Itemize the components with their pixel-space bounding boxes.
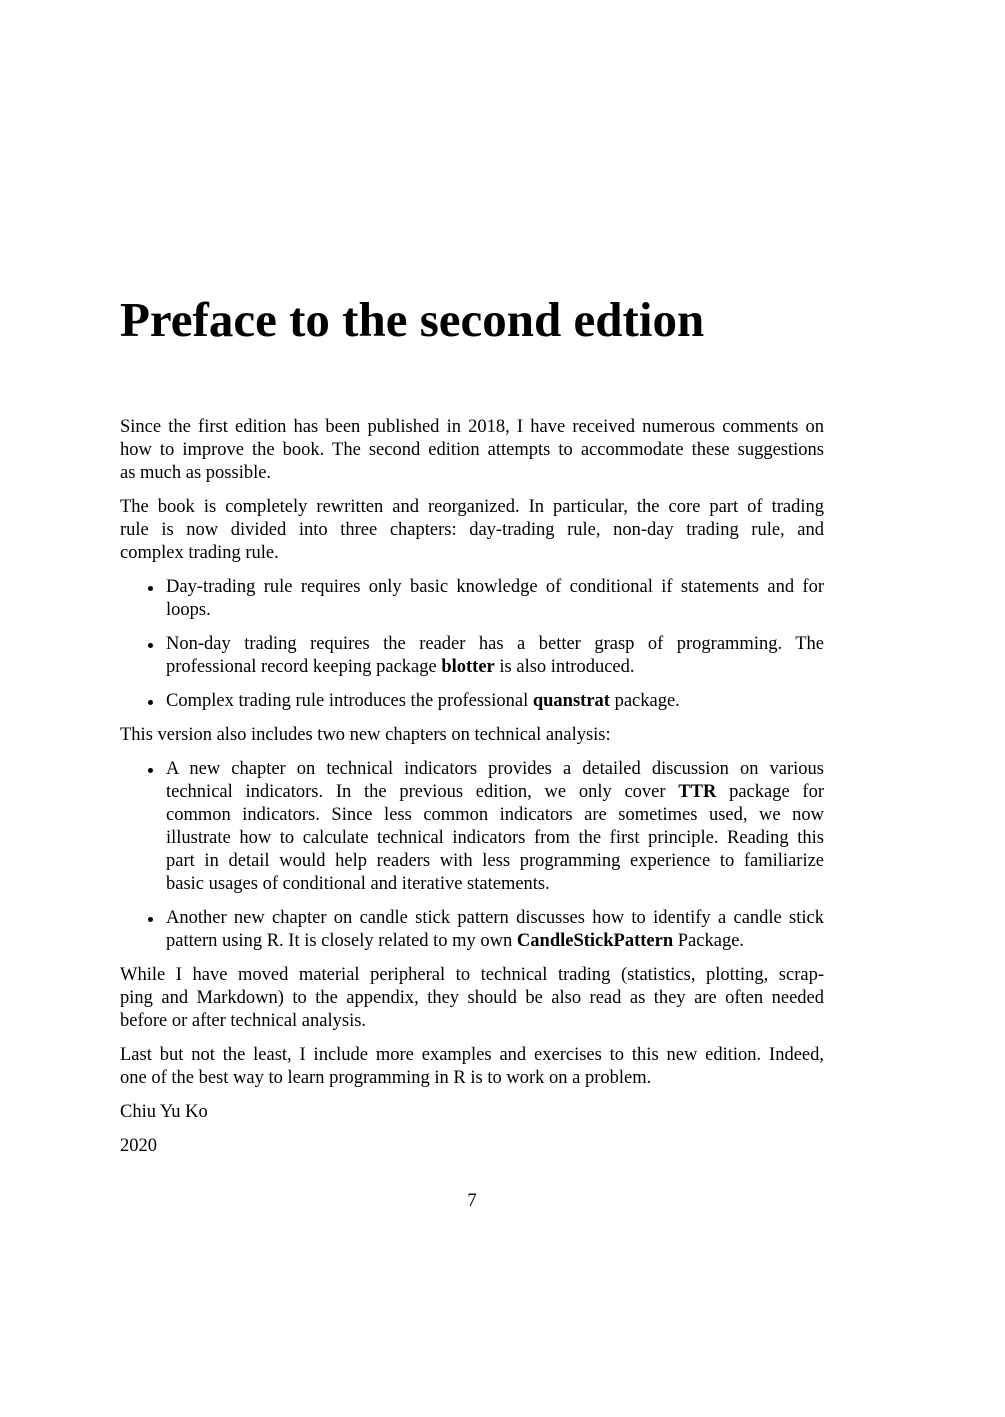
text-run: Non-day trading requires the reader has a better grasp of programming. The [166,634,824,654]
text-line [166,781,824,804]
text-run: A new chapter on technical indicators provides a detailed discussion on various [166,759,824,779]
text-run: pattern using R. It is closely related to my own [166,931,517,951]
text-line [120,542,824,565]
bullet-icon [148,917,153,922]
text-run: is also introduced. [494,657,635,677]
text-line [120,1067,824,1090]
text-run: package. [609,691,680,711]
text-run: While I have moved material peripheral to technical trading (statistics, plotting, scrap- [120,965,824,985]
text-line [120,519,824,542]
text-line [166,690,824,713]
package-name: CandleStickPattern [516,931,674,951]
text-run: The book is completely rewritten and reorganized. In particular, the core part of trading [120,497,824,517]
text-run: Complex trading rule introduces the professional [166,691,533,711]
text-run: This version also includes two new chapters on technical analysis: [120,725,611,745]
text-run: complex trading rule. [120,543,279,563]
bullet-icon [148,643,153,648]
author-name: Chiu Yu Ko [120,1102,208,1122]
text-run: package for [716,782,824,802]
list-item [120,907,824,953]
text-line [120,724,824,747]
text-run: professional record keeping package [166,657,442,677]
text-run: Since the first edition has been published in 2018, I have received numerous comments on [120,417,824,437]
text-run: basic usages of conditional and iterative statements. [166,874,550,894]
text-run: one of the best way to learn programming in R is to work on a problem. [120,1068,652,1088]
list-item [120,758,824,896]
package-name: blotter [441,657,495,677]
text-line [166,576,824,599]
text-line [120,462,824,485]
text-line [166,850,824,873]
paragraph [120,964,824,1033]
package-name: quanstrat [532,691,610,711]
text-line [166,827,824,850]
text-line [166,804,824,827]
text-line [120,987,824,1010]
signature-date [120,1135,824,1158]
text-run: before or after technical analysis. [120,1011,367,1031]
text-run: how to improve the book. The second edition attempts to accommodate these suggestions [120,440,824,460]
bullet-list [120,758,824,953]
text-line [166,599,824,622]
text-line [120,1010,824,1033]
text-line [120,964,824,987]
text-line [166,873,824,896]
text-run: rule is now divided into three chapters: day-trading rule, non-day trading rule, and [120,520,824,540]
text-run: loops. [166,600,211,620]
paragraph [120,1044,824,1090]
text-line [120,439,824,462]
text-line [120,416,824,439]
bullet-icon [148,700,153,705]
list-item [120,633,824,679]
text-line [166,930,824,953]
preface-body [120,416,824,1158]
package-name: TTR [678,782,717,802]
bullet-icon [148,768,153,773]
text-run: Last but not the least, I include more examples and exercises to this new edition. Indeed, [120,1045,824,1065]
text-run: part in detail would help readers with less programming experience to familiarize [166,851,824,871]
paragraph [120,496,824,565]
page-number: 7 [467,1191,477,1211]
bullet-list [120,576,824,713]
text-line [166,758,824,781]
list-item [120,576,824,622]
text-line [120,496,824,519]
preface-text [120,416,824,1090]
text-run: ping and Markdown) to the appendix, they should be also read as they are often needed [120,988,824,1008]
page-title: Preface to the second edtion [120,292,705,347]
text-line [166,907,824,930]
text-line [166,633,824,656]
text-run: Package. [673,931,745,951]
signature-year: 2020 [120,1136,157,1156]
text-run: as much as possible. [120,463,272,483]
bullet-icon [148,586,153,591]
paragraph [120,416,824,485]
text-line [120,1044,824,1067]
text-line [166,656,824,679]
text-run: illustrate how to calculate technical indicators from the first principle. Reading this [166,828,824,848]
text-run: Another new chapter on candle stick pattern discusses how to identify a candle stick [166,908,824,928]
text-run: Day-trading rule requires only basic knowledge of conditional if statements and for [166,577,824,597]
author-signature [120,1101,824,1124]
paragraph [120,724,824,747]
text-run: common indicators. Since less common indicators are sometimes used, we now [166,805,824,825]
list-item [120,690,824,713]
text-run: technical indicators. In the previous edition, we only cover [166,782,679,802]
